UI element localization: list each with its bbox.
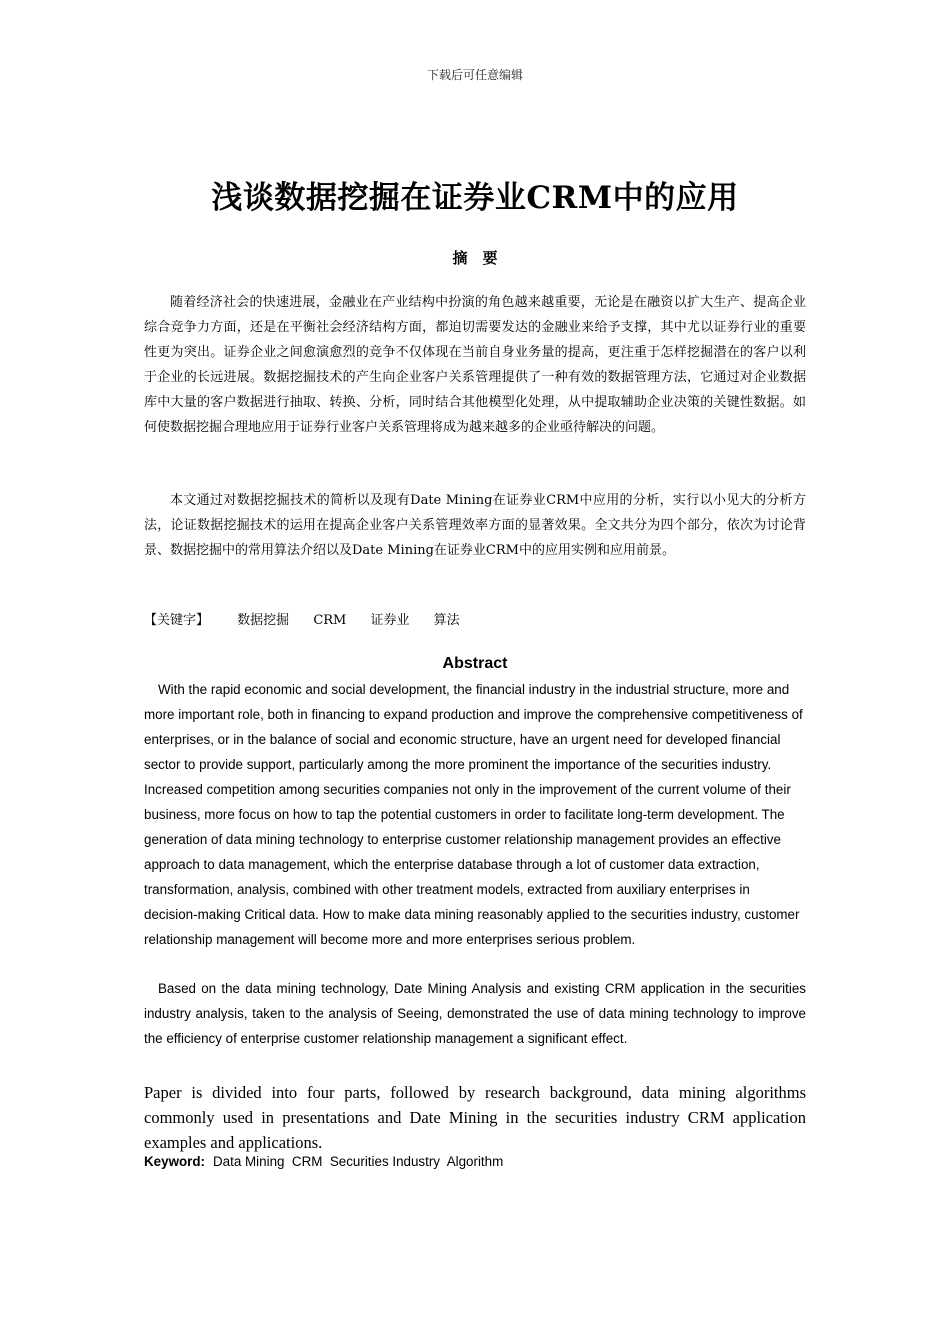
abstract-en-paragraph-2: Based on the data mining technology, Date Mining Analysis and existing CRM application in the securities industry analysis, taken to the analysis of Seeing, demonstrated the use of data mining technology to improve the efficiency of enterprise customer relationship management a significant effect. [144, 981, 806, 1046]
document-title: 浅谈数据挖掘在证券业CRM中的应用 [211, 180, 739, 216]
abstract-en-paragraph-3: Paper is divided into four parts, followed by research background, data mining algorithms commonly used in presentations and Date Mining in the securities industry CRM application examples and applications. [144, 1083, 806, 1152]
keyword-cn: 算法 [433, 613, 460, 628]
header-note: 下载后可任意编辑 [426, 68, 523, 82]
abstract-en-paragraph-1: With the rapid economic and social development, the financial industry in the industrial structure, more and more important role, both in financing to expand production and improve the comprehensive competitiveness of enterprises, or in the balance of social and economic structure, have an urgent need for developed financial sector to provide support, particularly among the more prominent the importance of the securities industry. Increased competition among securities companies not only in the improvement of the current volume of their business, more focus on how to tap the potential customers in order to facilitate long-term development. The generation of data mining technology to enterprise customer relationship management provides an effective approach to data management, which the enterprise database through a lot of customer data extraction, transformation, analysis, combined with other treatment models, extracted from auxiliary enterprises in decision-making Critical data. How to make data mining reasonably applied to the securities industry, customer relationship management will become more and more enterprises serious problem. [144, 682, 803, 947]
keywords-en-text: Data Mining CRM Securities Industry Algorithm [213, 1154, 504, 1169]
keyword-cn: 数据挖掘 [237, 613, 290, 628]
abstract-cn-paragraph-2: 本文通过对数据挖掘技术的简析以及现有Date Mining在证券业CRM中应用的分析，实行以小见大的分析方法，论证数据挖掘技术的运用在提高企业客户关系管理效率方面的显著效果。全文共分为四个部分，依次为讨论背景、数据挖掘中的常用算法介绍以及Date Mining在证券业CRM中的应用实例和应用前景。 [144, 493, 806, 558]
keywords-en [144, 1152, 806, 1172]
abstract-en-heading: Abstract [442, 655, 508, 672]
keywords-cn-label: 【关键字】 [144, 613, 210, 628]
keyword-cn: CRM [313, 613, 347, 628]
abstract-cn-paragraph-1: 随着经济社会的快速进展，金融业在产业结构中扮演的角色越来越重要，无论是在融资以扩大生产、提高企业综合竞争力方面，还是在平衡社会经济结构方面，都迫切需要发达的金融业来给予支撑，其中尤以证券行业的重要性更为突出。证券企业之间愈演愈烈的竞争不仅体现在当前自身业务量的提高，更注重于怎样挖掘潜在的客户以利于企业的长远进展。数据挖掘技术的产生向企业客户关系管理提供了一种有效的数据管理方法，它通过对企业数据库中大量的客户数据进行抽取、转换、分析，同时结合其他模型化处理，从中提取辅助企业决策的关键性数据。如何使数据挖掘合理地应用于证券行业客户关系管理将成为越来越多的企业亟待解决的问题。 [144, 295, 806, 435]
keywords-cn [144, 610, 806, 632]
keyword-cn: 证券业 [370, 613, 410, 628]
abstract-cn-heading: 摘 要 [452, 249, 498, 267]
keywords-en-label: Keyword: [144, 1154, 206, 1169]
